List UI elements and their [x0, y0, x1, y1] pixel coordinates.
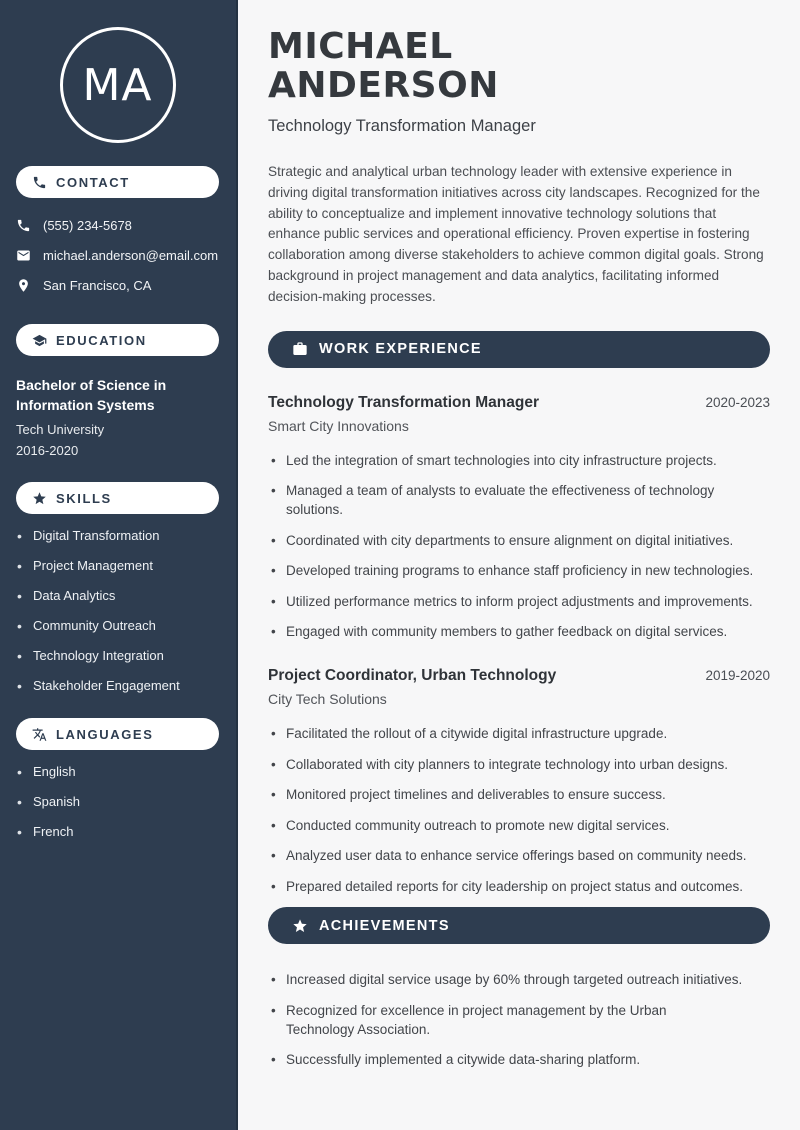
contact-list [16, 211, 219, 300]
name-line-1: MICHAEL [268, 26, 453, 67]
achievements-list [268, 970, 770, 1069]
job-bullet: • Coordinated with city departments to ensure alignment on digital initiatives. [268, 531, 770, 550]
job-title: Technology Transformation Manager [268, 393, 540, 411]
achievement-bullet: • Increased digital service usage by 60% through targeted outreach initiatives. [268, 970, 770, 989]
achievements-header [268, 907, 770, 944]
job-bullet-list [268, 724, 770, 896]
job-dates: 2019-2020 [705, 668, 770, 684]
achievements-title: ACHIEVEMENTS [319, 917, 450, 934]
star-icon [32, 491, 47, 506]
avatar-initials: MA [82, 59, 153, 111]
avatar [60, 27, 176, 143]
job-bullet: • Conducted community outreach to promote new digital services. [268, 816, 770, 835]
star-icon [292, 918, 308, 934]
job-bullet: • Engaged with community members to gather feedback on digital services. [268, 622, 770, 641]
language-item: • English [16, 764, 219, 780]
job-bullet: • Monitored project timelines and deliverables to ensure success. [268, 785, 770, 804]
education-years: 2016-2020 [16, 443, 79, 458]
job-bullet-list [268, 451, 770, 642]
work-experience-header [268, 331, 770, 368]
skill-item: • Stakeholder Engagement [16, 678, 219, 694]
education-degree: Bachelor of Science in Information Systems [16, 377, 167, 413]
graduation-cap-icon [32, 333, 47, 348]
language-item: • French [16, 824, 219, 840]
achievement-bullet: • Recognized for excellence in project management by the Urban Technology Association. [268, 1001, 736, 1039]
languages-list [16, 764, 219, 840]
skill-item: • Digital Transformation [16, 528, 219, 544]
job-company: City Tech Solutions [268, 691, 387, 708]
job-entry [268, 667, 770, 896]
job-headline: Technology Transformation Manager [268, 117, 536, 135]
job-company: Smart City Innovations [268, 417, 409, 434]
skill-item: • Data Analytics [16, 588, 219, 604]
job-bullet: • Managed a team of analysts to evaluate the effectiveness of technology solutions. [268, 481, 770, 519]
main-content [238, 0, 800, 1130]
job-bullet: • Led the integration of smart technologies into city infrastructure projects. [268, 451, 770, 470]
languages-section-title: LANGUAGES [56, 726, 154, 742]
location-icon [16, 278, 31, 293]
skills-section-title: SKILLS [56, 490, 112, 506]
job-bullet: • Collaborated with city planners to integrate technology into urban designs. [268, 755, 770, 774]
job-header-row [268, 394, 770, 412]
contact-email [16, 241, 219, 270]
phone-icon [32, 175, 47, 190]
job-bullet: • Prepared detailed reports for city leadership on project status and outcomes. [268, 877, 770, 896]
language-item: • Spanish [16, 794, 219, 810]
contact-phone-text: (555) 234-5678 [43, 218, 132, 233]
skills-section-header [16, 482, 219, 514]
sidebar [0, 0, 238, 1130]
contact-phone [16, 211, 219, 240]
name-line-2: ANDERSON [268, 65, 499, 106]
contact-email-text: michael.anderson@email.com [43, 248, 219, 263]
achievement-bullet: • Successfully implemented a citywide data-sharing platform. [268, 1050, 770, 1069]
job-bullet: • Analyzed user data to enhance service offerings based on community needs. [268, 846, 770, 865]
education-school: Tech University [16, 422, 105, 437]
briefcase-icon [292, 341, 308, 357]
contact-section-header [16, 166, 219, 198]
job-entry [268, 394, 770, 642]
skill-item: • Community Outreach [16, 618, 219, 634]
translate-icon [32, 727, 47, 742]
work-experience-title: WORK EXPERIENCE [319, 341, 482, 358]
languages-section-header [16, 718, 219, 750]
contact-location [16, 271, 219, 300]
education-section-title: EDUCATION [56, 332, 147, 348]
mail-icon [16, 248, 31, 263]
job-header-row [268, 667, 770, 685]
education-entry [16, 376, 219, 458]
job-bullet: • Developed training programs to enhance staff proficiency in new technologies. [268, 561, 770, 580]
contact-section-title: CONTACT [56, 174, 130, 190]
skills-list [16, 528, 219, 694]
phone-icon [16, 218, 31, 233]
job-bullet: • Utilized performance metrics to inform project adjustments and improvements. [268, 592, 770, 611]
summary-paragraph: Strategic and analytical urban technology leader with extensive experience in driving digital transformation initiatives across city landscapes. Recognized for the ability to conceptualize and implement innovative technology solutions that enhance public services and operational efficiency. Proven expertise in fostering collaboration among diverse stakeholders to achieve common digital goals. Strong background in project management and data analytics, facilitating informed decision-making processes. [268, 164, 764, 304]
skill-item: • Project Management [16, 558, 219, 574]
job-title: Project Coordinator, Urban Technology [268, 667, 557, 685]
job-dates: 2020-2023 [705, 394, 770, 410]
skill-item: • Technology Integration [16, 648, 219, 664]
contact-location-text: San Francisco, CA [43, 278, 152, 293]
name-heading [268, 27, 770, 105]
education-section-header [16, 324, 219, 356]
job-bullet: • Facilitated the rollout of a citywide digital infrastructure upgrade. [268, 724, 770, 743]
